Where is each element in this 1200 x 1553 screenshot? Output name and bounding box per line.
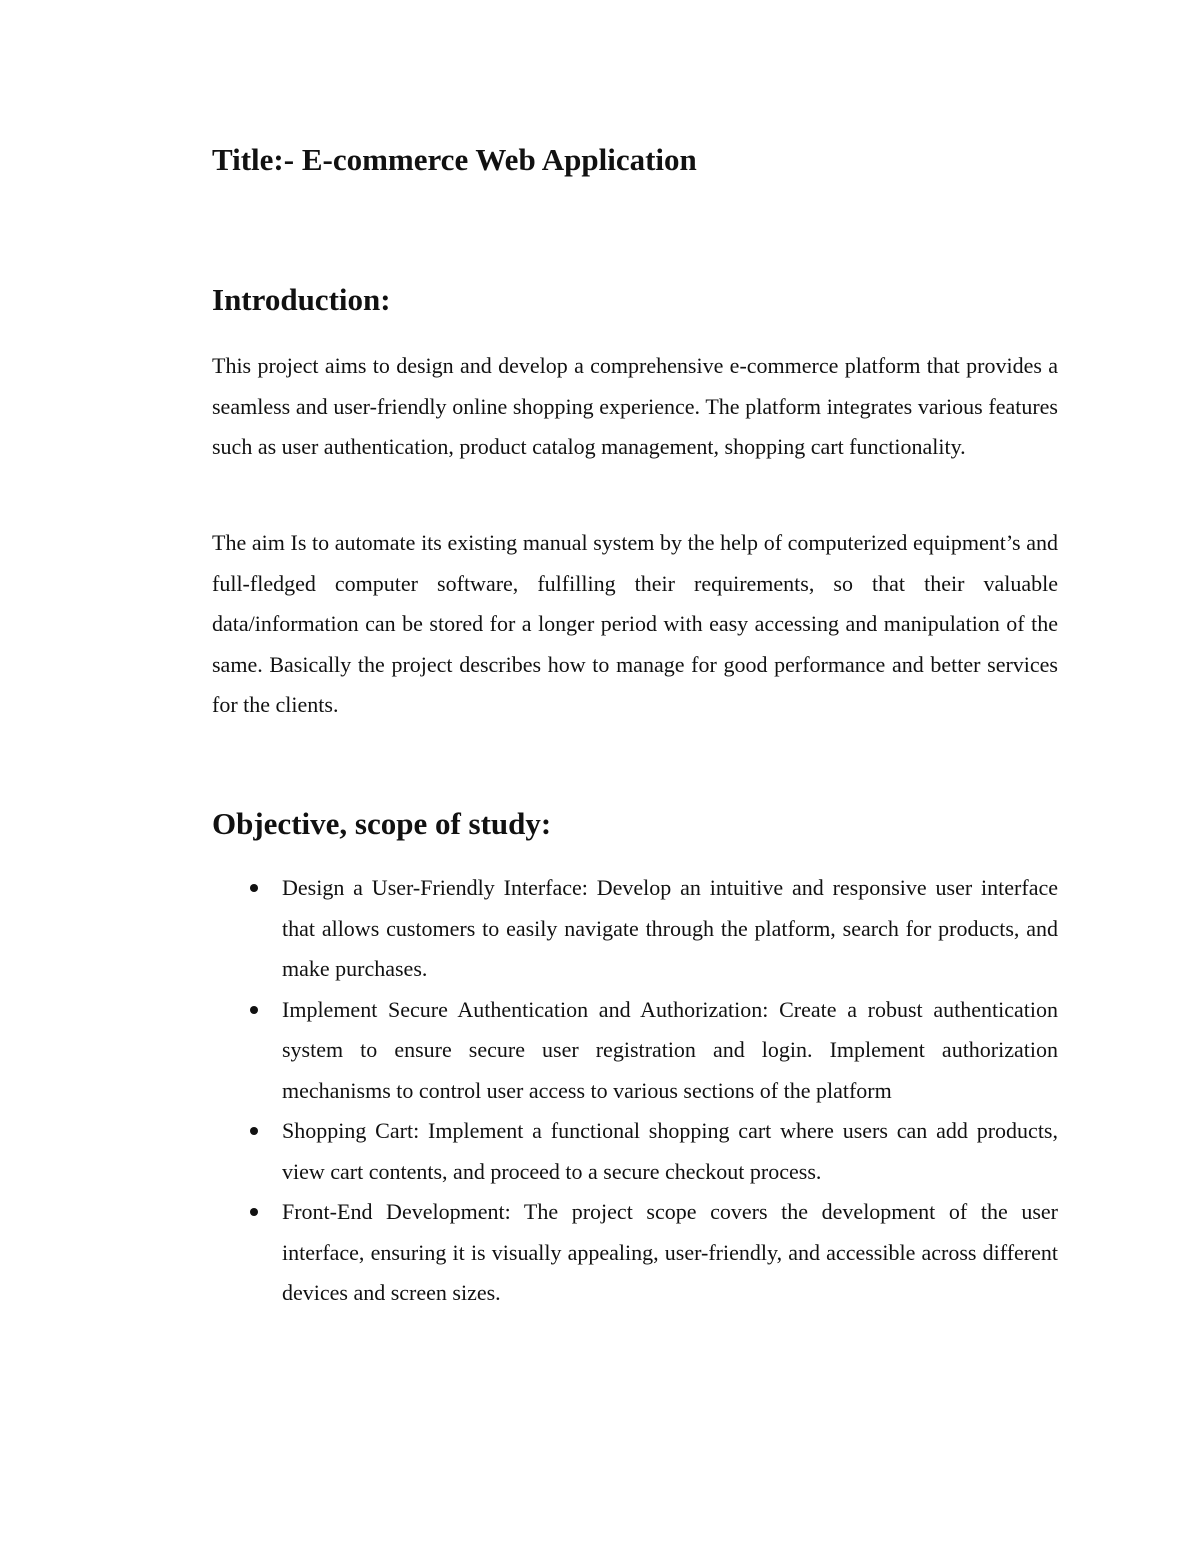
list-item	[212, 868, 1058, 990]
bullet-icon	[250, 1208, 258, 1216]
introduction-heading: Introduction:	[212, 282, 391, 317]
introduction-paragraph-2: The aim Is to automate its existing manual system by the help of computerized equipment’s and full-fledged computer software, fulfilling their requirements, so that their valuable data/information can be stored for a longer period with easy accessing and manipulation of the same. Basically the project describes how to manage for good performance and better services for the clients.	[212, 530, 1058, 717]
bullet-icon	[250, 1006, 258, 1014]
objective-list	[212, 868, 1058, 1314]
introduction-paragraph-1: This project aims to design and develop a comprehensive e-commerce platform that provides a seamless and user-friendly online shopping experience. The platform integrates various features such as user authentication, product catalog management, shopping cart functionality.	[212, 353, 1058, 459]
objective-text: Design a User-Friendly Interface: Develop an intuitive and responsive user interface that allows customers to easily navigate through the platform, search for products, and make purchases.	[282, 875, 1058, 981]
objective-text: Front-End Development: The project scope covers the development of the user interface, ensuring it is visually appealing, user-friendly, and accessible across different devices and screen sizes.	[282, 1199, 1058, 1305]
bullet-icon	[250, 1127, 258, 1135]
list-item	[212, 990, 1058, 1112]
list-item	[212, 1111, 1058, 1192]
objective-text: Shopping Cart: Implement a functional shopping cart where users can add products, view cart contents, and proceed to a secure checkout process.	[282, 1118, 1058, 1184]
list-item	[212, 1192, 1058, 1314]
bullet-icon	[250, 884, 258, 892]
objective-text: Implement Secure Authentication and Authorization: Create a robust authentication system to ensure secure user registration and login. Implement authorization mechanisms to control user access to various sections of the platform	[282, 996, 1058, 1103]
objective-heading: Objective, scope of study:	[212, 806, 552, 841]
document-title: Title:- E-commerce Web Application	[212, 142, 697, 177]
